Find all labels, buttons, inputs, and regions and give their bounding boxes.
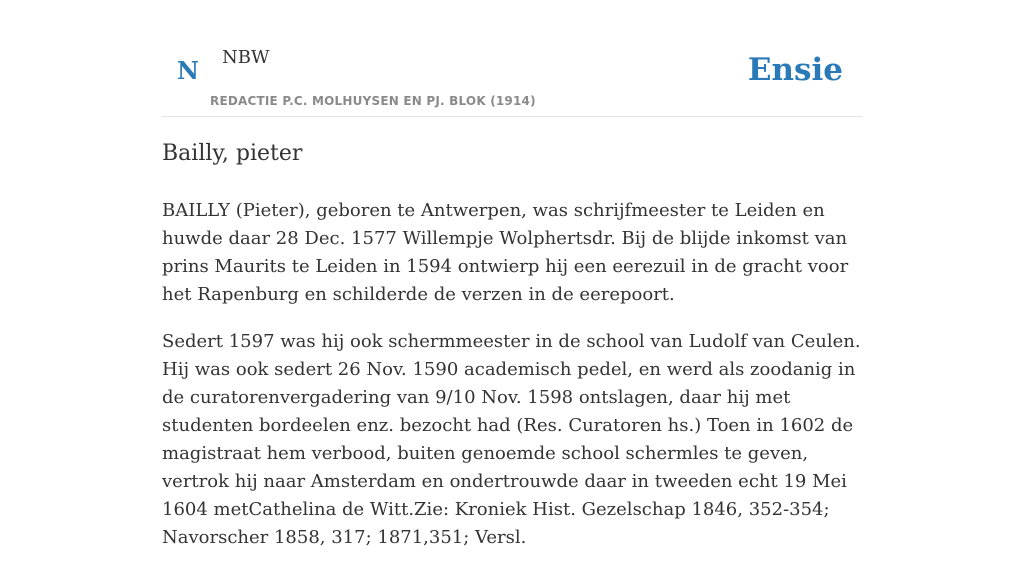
source-logo-link[interactable]: N bbox=[177, 56, 199, 85]
article bbox=[162, 137, 862, 571]
article-paragraph: BAILLY (Pieter), geboren te Antwerpen, was schrijfmeester te Leiden en huwde daar 28 Dec. 1577 Willempje Wolphertsdr. Bij de blijde inkomst van prins Maurits te Leiden in 1594 ontwierp hij een eerezuil in de gracht voor het Rapenburg en schilderde de verzen in de eerepoort. bbox=[162, 200, 849, 305]
brand-logo[interactable]: Ensie bbox=[747, 52, 843, 88]
source-header bbox=[162, 0, 862, 117]
article-paragraph: Sedert 1597 was hij ook schermmeester in de school van Ludolf van Ceulen. Hij was ook sedert 26 Nov. 1590 academisch pedel, en werd als zoodanig in de curatorenvergadering van 9/10 Nov. 1598 ontslagen, daar hij met studenten bordeelen enz. bezocht had (Res. Curatoren hs.) Toen in 1602 de magistraat hem verbood, buiten genoemde school schermles te geven, vertrok hij naar Amsterdam en ondertrouwde daar in tweeden echt 19 Mei 1604 metCathelina de Witt.Zie: Kroniek Hist. Gezelschap 1846, 352-354; Navorscher 1858, 317; 1871,351; Versl. bbox=[162, 331, 861, 548]
source-subtitle: REDACTIE P.C. MOLHUYSEN EN PJ. BLOK (1914) bbox=[210, 94, 536, 108]
article-title: Bailly, pieter bbox=[162, 141, 303, 166]
source-title-link[interactable]: NBW bbox=[222, 47, 270, 68]
